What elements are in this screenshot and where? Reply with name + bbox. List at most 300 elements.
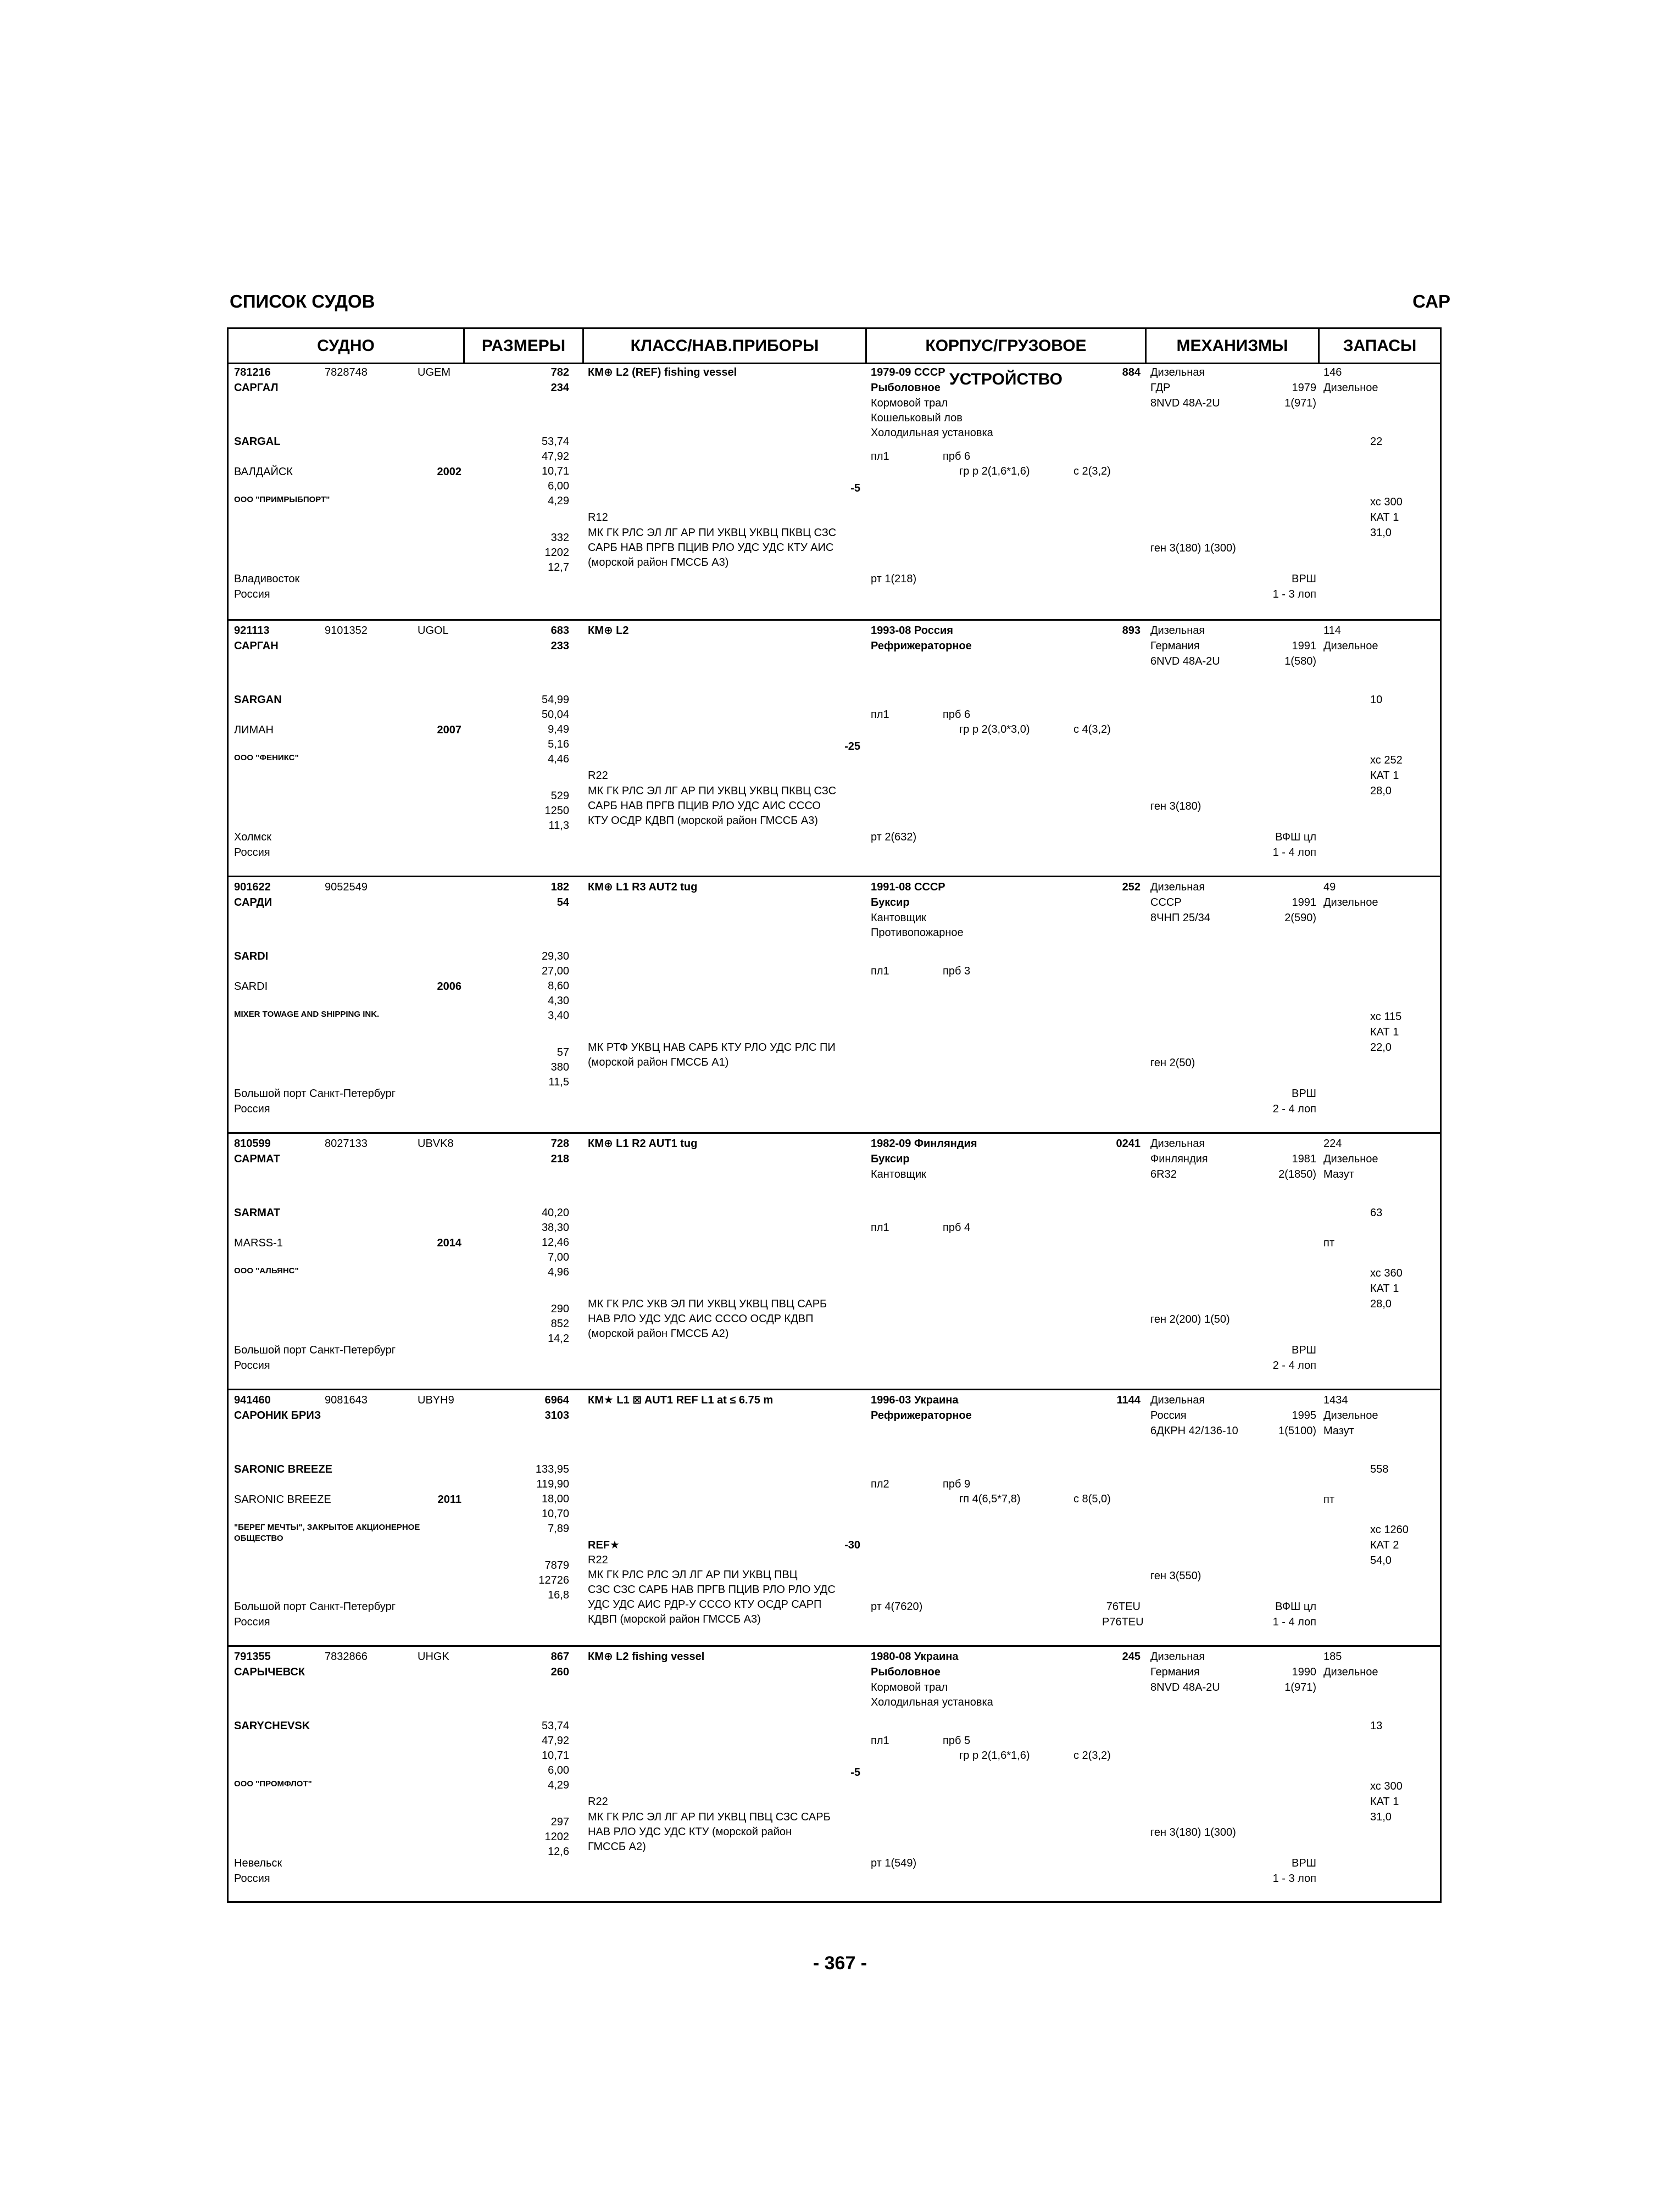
dimension-value: 47,92 bbox=[541, 450, 569, 463]
category: КАТ 1 bbox=[1370, 1026, 1399, 1038]
deadweight-value: 14,2 bbox=[548, 1333, 569, 1345]
build-date-country: 1979-09 СССР bbox=[871, 366, 945, 378]
ship-name: САРМАТ bbox=[234, 1153, 280, 1165]
dimension-value: 6,00 bbox=[548, 480, 569, 492]
fuel-type-2: Мазут bbox=[1323, 1425, 1354, 1437]
deadweight-value: 380 bbox=[550, 1061, 569, 1073]
country: Россия bbox=[234, 1873, 270, 1885]
nav-equipment-line: КТУ ОСДР КДВП (морской район ГМССБ А3) bbox=[588, 815, 818, 827]
engine-country: ГДР bbox=[1150, 382, 1171, 394]
country: Россия bbox=[234, 1103, 270, 1115]
reg-number: 901622 bbox=[234, 881, 271, 893]
nav-equipment-line: КДВП (морской район ГМССБ А3) bbox=[588, 1613, 761, 1625]
decks: пл1 bbox=[871, 965, 889, 977]
country: Россия bbox=[234, 1360, 270, 1372]
gross-tonnage: 683 bbox=[550, 625, 569, 637]
ship-record bbox=[229, 363, 1440, 619]
propeller: ВФШ цл bbox=[1275, 1601, 1316, 1613]
ramp: рт 2(632) bbox=[871, 831, 917, 843]
dimension-value: 10,71 bbox=[541, 465, 569, 477]
water-capacity: 558 bbox=[1370, 1463, 1389, 1475]
owner: ООО "ФЕНИКС" bbox=[234, 753, 299, 762]
build-date-country: 1982-09 Финляндия bbox=[871, 1138, 977, 1150]
fuel-type: Дизельное bbox=[1323, 1410, 1378, 1422]
teu-capacity: 76TEU bbox=[1106, 1601, 1141, 1613]
decks: пл1 bbox=[871, 1222, 889, 1234]
hull-feature: Кошельковый лов bbox=[871, 412, 963, 424]
former-name: SARONIC BREEZE bbox=[234, 1494, 331, 1506]
gross-tonnage: 6964 bbox=[544, 1394, 569, 1406]
engine-power: 2(590) bbox=[1284, 912, 1316, 924]
yard-number: 245 bbox=[1122, 1651, 1141, 1663]
yard-number: 0241 bbox=[1116, 1138, 1141, 1150]
nav-equipment-line: САРБ НАВ ПРГВ ПЦИВ РЛО УДС УДС КТУ АИС bbox=[588, 542, 834, 554]
bulkheads: прб 6 bbox=[943, 709, 971, 721]
deadweight-value: 12,7 bbox=[548, 561, 569, 573]
fuel-capacity: 224 bbox=[1323, 1138, 1342, 1150]
reg-number: 791355 bbox=[234, 1651, 271, 1663]
category: КАТ 1 bbox=[1370, 1283, 1399, 1295]
former-name: ВАЛДАЙСК bbox=[234, 466, 293, 478]
imo-number: 9052549 bbox=[325, 881, 368, 893]
class-notation: КМ★ L1 ⊠ AUT1 REF L1 at ≤ 6.75 m bbox=[588, 1394, 774, 1406]
dimension-value: 29,30 bbox=[541, 950, 569, 962]
water-capacity: 10 bbox=[1370, 694, 1383, 706]
stores-pt: пт bbox=[1323, 1494, 1334, 1506]
dimension-value: 27,00 bbox=[541, 965, 569, 977]
call-sign: UHGK bbox=[418, 1651, 449, 1663]
ship-type: Рыболовное bbox=[871, 382, 941, 394]
engine-power: 1(971) bbox=[1284, 397, 1316, 409]
dimension-value: 47,92 bbox=[541, 1735, 569, 1747]
generators: ген 3(180) 1(300) bbox=[1150, 542, 1236, 554]
propeller: ВФШ цл bbox=[1275, 831, 1316, 843]
propeller: ВРШ bbox=[1291, 573, 1316, 585]
nav-equipment-line: МК ГК РЛС ЭЛ ЛГ АР ПИ УКВЦ ПВЦ СЗС САРБ bbox=[588, 1811, 831, 1823]
stores-pt: пт bbox=[1323, 1237, 1334, 1249]
engine-year: 1995 bbox=[1292, 1410, 1316, 1422]
engine-model: 6NVD 48A-2U bbox=[1150, 655, 1220, 667]
decks: пл1 bbox=[871, 709, 889, 721]
ship-name: САРОНИК БРИЗ bbox=[234, 1410, 321, 1422]
teu-capacity-2: P76TEU bbox=[1102, 1616, 1144, 1628]
ramp: рт 1(218) bbox=[871, 573, 917, 585]
port: Холмск bbox=[234, 831, 271, 843]
water-capacity: 22 bbox=[1370, 436, 1383, 448]
category: КАТ 1 bbox=[1370, 770, 1399, 782]
ship-name-latin: SARYCHEVSK bbox=[234, 1720, 310, 1732]
imo-number: 8027133 bbox=[325, 1138, 368, 1150]
col-header-dimensions: РАЗМЕРЫ bbox=[465, 329, 584, 363]
deadweight-value: 332 bbox=[550, 532, 569, 544]
engine-year: 1991 bbox=[1292, 640, 1316, 652]
owner: ООО "ПРОМФЛОТ" bbox=[234, 1779, 312, 1789]
generators: ген 3(550) bbox=[1150, 1570, 1201, 1582]
ship-name-latin: SARONIC BREEZE bbox=[234, 1463, 332, 1475]
deadweight-value: 12726 bbox=[538, 1574, 569, 1586]
engine-year: 1979 bbox=[1292, 382, 1316, 394]
ship-name-latin: SARGAL bbox=[234, 436, 281, 448]
range: 31,0 bbox=[1370, 1811, 1392, 1823]
engine-type: Дизельная bbox=[1150, 366, 1205, 378]
decks: пл1 bbox=[871, 450, 889, 463]
ship-name-latin: SARDI bbox=[234, 950, 269, 962]
nav-equipment-line: МК ГК РЛС РЛС ЭЛ ЛГ АР ПИ УКВЦ ПВЦ bbox=[588, 1569, 798, 1581]
holds: гп 4(6,5*7,8) bbox=[959, 1493, 1021, 1505]
build-date-country: 1996-03 Украина bbox=[871, 1394, 959, 1406]
engine-country: Россия bbox=[1150, 1410, 1187, 1422]
country: Россия bbox=[234, 846, 270, 859]
engine-country: Германия bbox=[1150, 640, 1200, 652]
cranes: с 2(3,2) bbox=[1073, 465, 1111, 477]
section-code: САР bbox=[1412, 291, 1450, 311]
dimension-value: 9,49 bbox=[548, 723, 569, 736]
ship-record bbox=[229, 1132, 1440, 1389]
engine-year: 1991 bbox=[1292, 896, 1316, 909]
horsepower: хс 115 bbox=[1370, 1011, 1402, 1023]
owner: ООО "ПРИМРЫБПОРТ" bbox=[234, 495, 330, 504]
engine-type: Дизельная bbox=[1150, 881, 1205, 893]
engine-power: 2(1850) bbox=[1278, 1168, 1316, 1180]
dimension-value: 38,30 bbox=[541, 1222, 569, 1234]
engine-power: 1(580) bbox=[1284, 655, 1316, 667]
net-tonnage: 260 bbox=[550, 1666, 569, 1678]
ship-type: Рыболовное bbox=[871, 1666, 941, 1678]
yard-number: 884 bbox=[1122, 366, 1141, 378]
deadweight-value: 57 bbox=[557, 1046, 569, 1059]
min-temp: -5 bbox=[850, 482, 860, 494]
dimension-value: 5,16 bbox=[548, 738, 569, 750]
dimension-value: 133,95 bbox=[535, 1463, 569, 1475]
call-sign: UBVK8 bbox=[418, 1138, 454, 1150]
dimension-value: 50,04 bbox=[541, 709, 569, 721]
dimension-value: 54,99 bbox=[541, 694, 569, 706]
owner: MIXER TOWAGE AND SHIPPING INK. bbox=[234, 1010, 380, 1019]
nav-equipment-line: (морской район ГМССБ А3) bbox=[588, 556, 729, 569]
nav-equipment-line: НАВ РЛО УДС УДС КТУ (морской район bbox=[588, 1826, 792, 1838]
gross-tonnage: 867 bbox=[550, 1651, 569, 1663]
range: 28,0 bbox=[1370, 1298, 1392, 1310]
build-date-country: 1993-08 Россия bbox=[871, 625, 953, 637]
dimension-value: 4,30 bbox=[548, 995, 569, 1007]
nav-equipment-line: НАВ РЛО УДС УДС АИС СССО ОСДР КДВП bbox=[588, 1313, 814, 1325]
holds: гр р 2(1,6*1,6) bbox=[959, 465, 1030, 477]
reg-number: 781216 bbox=[234, 366, 271, 378]
port: Большой порт Санкт-Петербург bbox=[234, 1601, 396, 1613]
range: 28,0 bbox=[1370, 785, 1392, 797]
country: Россия bbox=[234, 588, 270, 600]
ship-type: Буксир bbox=[871, 896, 910, 909]
nav-equipment-line: УДС УДС АИС РДР-У СССО КТУ ОСДР САРП bbox=[588, 1598, 822, 1611]
dimension-value: 4,46 bbox=[548, 753, 569, 765]
dimension-value: 12,46 bbox=[541, 1236, 569, 1249]
hull-feature: Кантовщик bbox=[871, 912, 926, 924]
bulkheads: прб 5 bbox=[943, 1735, 971, 1747]
ship-record bbox=[229, 1389, 1440, 1645]
bulkheads: прб 6 bbox=[943, 450, 971, 463]
water-capacity: 13 bbox=[1370, 1720, 1383, 1732]
fuel-type: Дизельное bbox=[1323, 1153, 1378, 1165]
deadweight-value: 1202 bbox=[544, 1831, 569, 1843]
fuel-capacity: 114 bbox=[1323, 625, 1341, 637]
ship-name: САРГАЛ bbox=[234, 382, 279, 394]
dimension-value: 4,29 bbox=[548, 1779, 569, 1791]
owner: "БЕРЕГ МЕЧТЫ", ЗАКРЫТОЕ АКЦИОНЕРНОЕ ОБЩЕСТВО bbox=[234, 1523, 420, 1543]
net-tonnage: 54 bbox=[557, 896, 569, 909]
horsepower: хс 300 bbox=[1370, 1780, 1403, 1792]
deadweight-value: 297 bbox=[550, 1816, 569, 1828]
engine-power: 1(971) bbox=[1284, 1681, 1316, 1694]
dimension-value: 10,71 bbox=[541, 1750, 569, 1762]
min-temp: -30 bbox=[844, 1539, 860, 1551]
propeller: ВРШ bbox=[1291, 1088, 1316, 1100]
deadweight-value: 529 bbox=[550, 790, 569, 802]
deadweight-value: 852 bbox=[550, 1318, 569, 1330]
engine-country: Финляндия bbox=[1150, 1153, 1208, 1165]
imo-number: 9081643 bbox=[325, 1394, 368, 1406]
ramp: рт 1(549) bbox=[871, 1857, 917, 1869]
port: Большой порт Санкт-Петербург bbox=[234, 1088, 396, 1100]
dimension-value: 53,74 bbox=[541, 436, 569, 448]
generators: ген 2(50) bbox=[1150, 1057, 1195, 1069]
dimension-value: 4,29 bbox=[548, 495, 569, 507]
ice-class: R12 bbox=[588, 511, 608, 523]
ice-class: R22 bbox=[588, 1796, 608, 1808]
country: Россия bbox=[234, 1616, 270, 1628]
nav-equipment-line: (морской район ГМССБ А1) bbox=[588, 1056, 729, 1068]
horsepower: хс 300 bbox=[1370, 496, 1403, 508]
page-number: - 367 - bbox=[813, 1953, 867, 1974]
reg-number: 810599 bbox=[234, 1138, 271, 1150]
reg-number: 941460 bbox=[234, 1394, 271, 1406]
engine-model: 8ЧНП 25/34 bbox=[1150, 912, 1210, 924]
water-capacity: 63 bbox=[1370, 1207, 1383, 1219]
engine-type: Дизельная bbox=[1150, 1394, 1205, 1406]
gross-tonnage: 182 bbox=[550, 881, 569, 893]
deadweight-value: 11,3 bbox=[548, 820, 569, 832]
range: 31,0 bbox=[1370, 527, 1392, 539]
fuel-capacity: 1434 bbox=[1323, 1394, 1348, 1406]
col-header-machinery: МЕХАНИЗМЫ bbox=[1147, 329, 1320, 363]
dimension-value: 7,89 bbox=[548, 1523, 569, 1535]
nav-equipment-line: СЗС СЗС САРБ НАВ ПРГВ ПЦИВ РЛО РЛО УДС bbox=[588, 1584, 836, 1596]
deadweight-value: 1202 bbox=[544, 547, 569, 559]
holds: гр р 2(1,6*1,6) bbox=[959, 1750, 1030, 1762]
hull-feature: Холодильная установка bbox=[871, 427, 993, 439]
blades: 2 - 4 лоп bbox=[1272, 1360, 1316, 1372]
hull-feature: Кантовщик bbox=[871, 1168, 926, 1180]
cranes: с 4(3,2) bbox=[1073, 723, 1111, 736]
dimension-value: 7,00 bbox=[548, 1251, 569, 1263]
gross-tonnage: 728 bbox=[550, 1138, 569, 1150]
ship-type: Рефрижераторное bbox=[871, 640, 972, 652]
build-year: 2011 bbox=[437, 1494, 461, 1506]
engine-model: 6ДКРН 42/136-10 bbox=[1150, 1425, 1238, 1437]
nav-equipment-line: САРБ НАВ ПРГВ ПЦИВ РЛО УДС АИС СССО bbox=[588, 800, 821, 812]
net-tonnage: 234 bbox=[550, 382, 569, 394]
build-date-country: 1991-08 СССР bbox=[871, 881, 945, 893]
range: 22,0 bbox=[1370, 1041, 1392, 1054]
blades: 1 - 4 лоп bbox=[1272, 846, 1316, 859]
ship-name-latin: SARGAN bbox=[234, 694, 282, 706]
net-tonnage: 3103 bbox=[544, 1410, 569, 1422]
deadweight-value: 11,5 bbox=[548, 1076, 569, 1088]
ship-name-latin: SARMAT bbox=[234, 1207, 281, 1219]
nav-equipment-line: (морской район ГМССБ А2) bbox=[588, 1328, 729, 1340]
engine-type: Дизельная bbox=[1150, 1138, 1205, 1150]
engine-country: Германия bbox=[1150, 1666, 1200, 1678]
engine-power: 1(5100) bbox=[1278, 1425, 1316, 1437]
engine-year: 1990 bbox=[1292, 1666, 1316, 1678]
imo-number: 7832866 bbox=[325, 1651, 368, 1663]
dimension-value: 53,74 bbox=[541, 1720, 569, 1732]
category: КАТ 1 bbox=[1370, 1796, 1399, 1808]
decks: пл1 bbox=[871, 1735, 889, 1747]
category: КАТ 2 bbox=[1370, 1539, 1399, 1551]
min-temp: -25 bbox=[844, 740, 860, 753]
decks: пл2 bbox=[871, 1478, 889, 1490]
ref-mark: REF★ bbox=[588, 1539, 620, 1551]
call-sign: UGEM bbox=[418, 366, 450, 378]
ship-name: САРДИ bbox=[234, 896, 272, 909]
engine-country: СССР bbox=[1150, 896, 1182, 909]
cranes: с 8(5,0) bbox=[1073, 1493, 1111, 1505]
fuel-type: Дизельное bbox=[1323, 896, 1378, 909]
cranes: с 2(3,2) bbox=[1073, 1750, 1111, 1762]
min-temp: -5 bbox=[850, 1767, 860, 1779]
bulkheads: прб 4 bbox=[943, 1222, 971, 1234]
call-sign: UGOL bbox=[418, 625, 449, 637]
class-notation: КМ⊕ L1 R3 AUT2 tug bbox=[588, 881, 698, 893]
ship-record bbox=[229, 876, 1440, 1132]
generators: ген 3(180) bbox=[1150, 800, 1201, 812]
hull-feature: Противопожарное bbox=[871, 927, 964, 939]
dimension-value: 4,96 bbox=[548, 1266, 569, 1278]
engine-type: Дизельная bbox=[1150, 1651, 1205, 1663]
former-name: ЛИМАН bbox=[234, 724, 274, 736]
deadweight-value: 16,8 bbox=[548, 1589, 569, 1601]
page-title: СПИСОК СУДОВ bbox=[230, 291, 375, 311]
horsepower: хс 360 bbox=[1370, 1267, 1403, 1279]
build-year: 2014 bbox=[437, 1237, 461, 1249]
nav-equipment-line: МК ГК РЛС ЭЛ ЛГ АР ПИ УКВЦ УКВЦ ПКВЦ СЗС bbox=[588, 785, 837, 797]
deadweight-value: 7879 bbox=[544, 1559, 569, 1572]
imo-number: 9101352 bbox=[325, 625, 368, 637]
deadweight-value: 1250 bbox=[544, 805, 569, 817]
fuel-capacity: 49 bbox=[1323, 881, 1336, 893]
ship-type: Буксир bbox=[871, 1153, 910, 1165]
blades: 2 - 4 лоп bbox=[1272, 1103, 1316, 1115]
deadweight-value: 290 bbox=[550, 1303, 569, 1315]
col-header-class: КЛАСС/НАВ.ПРИБОРЫ bbox=[584, 329, 867, 363]
dimension-value: 40,20 bbox=[541, 1207, 569, 1219]
call-sign: UBYH9 bbox=[418, 1394, 454, 1406]
gross-tonnage: 782 bbox=[550, 366, 569, 378]
engine-year: 1981 bbox=[1292, 1153, 1316, 1165]
fuel-capacity: 185 bbox=[1323, 1651, 1342, 1663]
bulkheads: прб 9 bbox=[943, 1478, 971, 1490]
col-header-hull: КОРПУС/ГРУЗОВОЕ УСТРОЙСТВО bbox=[867, 329, 1147, 363]
engine-model: 6R32 bbox=[1150, 1168, 1177, 1180]
imo-number: 7828748 bbox=[325, 366, 368, 378]
generators: ген 3(180) 1(300) bbox=[1150, 1826, 1236, 1839]
engine-type: Дизельная bbox=[1150, 625, 1205, 637]
range: 54,0 bbox=[1370, 1555, 1392, 1567]
fuel-type: Дизельное bbox=[1323, 1666, 1378, 1678]
blades: 1 - 4 лоп bbox=[1272, 1616, 1316, 1628]
col-header-stores: ЗАПАСЫ bbox=[1343, 337, 1417, 355]
former-name: SARDI bbox=[234, 981, 268, 993]
owner: ООО "АЛЬЯНС" bbox=[234, 1266, 299, 1275]
fuel-type: Дизельное bbox=[1323, 382, 1378, 394]
nav-equipment-line: МК ГК РЛС ЭЛ ЛГ АР ПИ УКВЦ УКВЦ ПКВЦ СЗС bbox=[588, 527, 837, 539]
holds: гр р 2(3,0*3,0) bbox=[959, 723, 1030, 736]
net-tonnage: 233 bbox=[550, 640, 569, 652]
horsepower: хс 252 bbox=[1370, 754, 1403, 766]
ship-record bbox=[229, 619, 1440, 876]
hull-feature: Кормовой трал bbox=[871, 1681, 948, 1694]
engine-model: 8NVD 48A-2U bbox=[1150, 397, 1220, 409]
class-notation: КМ⊕ L1 R2 AUT1 tug bbox=[588, 1138, 698, 1150]
build-year: 2006 bbox=[437, 981, 461, 993]
yard-number: 252 bbox=[1122, 881, 1141, 893]
bulkheads: прб 3 bbox=[943, 965, 971, 977]
ship-type: Рефрижераторное bbox=[871, 1410, 972, 1422]
category: КАТ 1 bbox=[1370, 511, 1399, 523]
fuel-capacity: 146 bbox=[1323, 366, 1342, 378]
fuel-type-2: Мазут bbox=[1323, 1168, 1354, 1180]
ramp: рт 4(7620) bbox=[871, 1601, 923, 1613]
hull-feature: Кормовой трал bbox=[871, 397, 948, 409]
nav-equipment-line: ГМССБ А2) bbox=[588, 1841, 646, 1853]
ships-table bbox=[227, 327, 1442, 1903]
port: Владивосток bbox=[234, 573, 300, 585]
port: Большой порт Санкт-Петербург bbox=[234, 1344, 396, 1356]
nav-equipment-line: МК РТФ УКВЦ НАВ САРБ КТУ РЛО УДС РЛС ПИ bbox=[588, 1041, 836, 1054]
nav-equipment-line: МК ГК РЛС УКВ ЭЛ ПИ УКВЦ УКВЦ ПВЦ САРБ bbox=[588, 1298, 827, 1310]
class-notation: КМ⊕ L2 fishing vessel bbox=[588, 1651, 705, 1663]
dimension-value: 3,40 bbox=[548, 1010, 569, 1022]
ship-name: САРГАН bbox=[234, 640, 279, 652]
dimension-value: 18,00 bbox=[541, 1493, 569, 1505]
yard-number: 893 bbox=[1122, 625, 1141, 637]
dimension-value: 10,70 bbox=[541, 1508, 569, 1520]
dimension-value: 6,00 bbox=[548, 1764, 569, 1776]
hull-feature: Холодильная установка bbox=[871, 1696, 993, 1708]
col-header-ship: СУДНО bbox=[229, 329, 465, 363]
blades: 1 - 3 лоп bbox=[1272, 588, 1316, 600]
ice-class: R22 bbox=[588, 1554, 608, 1566]
blades: 1 - 3 лоп bbox=[1272, 1873, 1316, 1885]
build-date-country: 1980-08 Украина bbox=[871, 1651, 959, 1663]
class-notation: КМ⊕ L2 bbox=[588, 625, 629, 637]
port: Невельск bbox=[234, 1857, 282, 1869]
propeller: ВРШ bbox=[1291, 1344, 1316, 1356]
class-notation: КМ⊕ L2 (REF) fishing vessel bbox=[588, 366, 737, 378]
horsepower: хс 1260 bbox=[1370, 1524, 1409, 1536]
ship-name: САРЫЧЕВСК bbox=[234, 1666, 305, 1678]
former-name: MARSS-1 bbox=[234, 1237, 283, 1249]
reg-number: 921113 bbox=[234, 625, 270, 637]
propeller: ВРШ bbox=[1291, 1857, 1316, 1869]
ice-class: R22 bbox=[588, 770, 608, 782]
build-year: 2007 bbox=[437, 724, 461, 736]
generators: ген 2(200) 1(50) bbox=[1150, 1313, 1230, 1325]
ship-record bbox=[229, 1645, 1440, 1902]
dimension-value: 119,90 bbox=[536, 1478, 569, 1490]
dimension-value: 8,60 bbox=[548, 980, 569, 992]
build-year: 2002 bbox=[437, 466, 461, 478]
